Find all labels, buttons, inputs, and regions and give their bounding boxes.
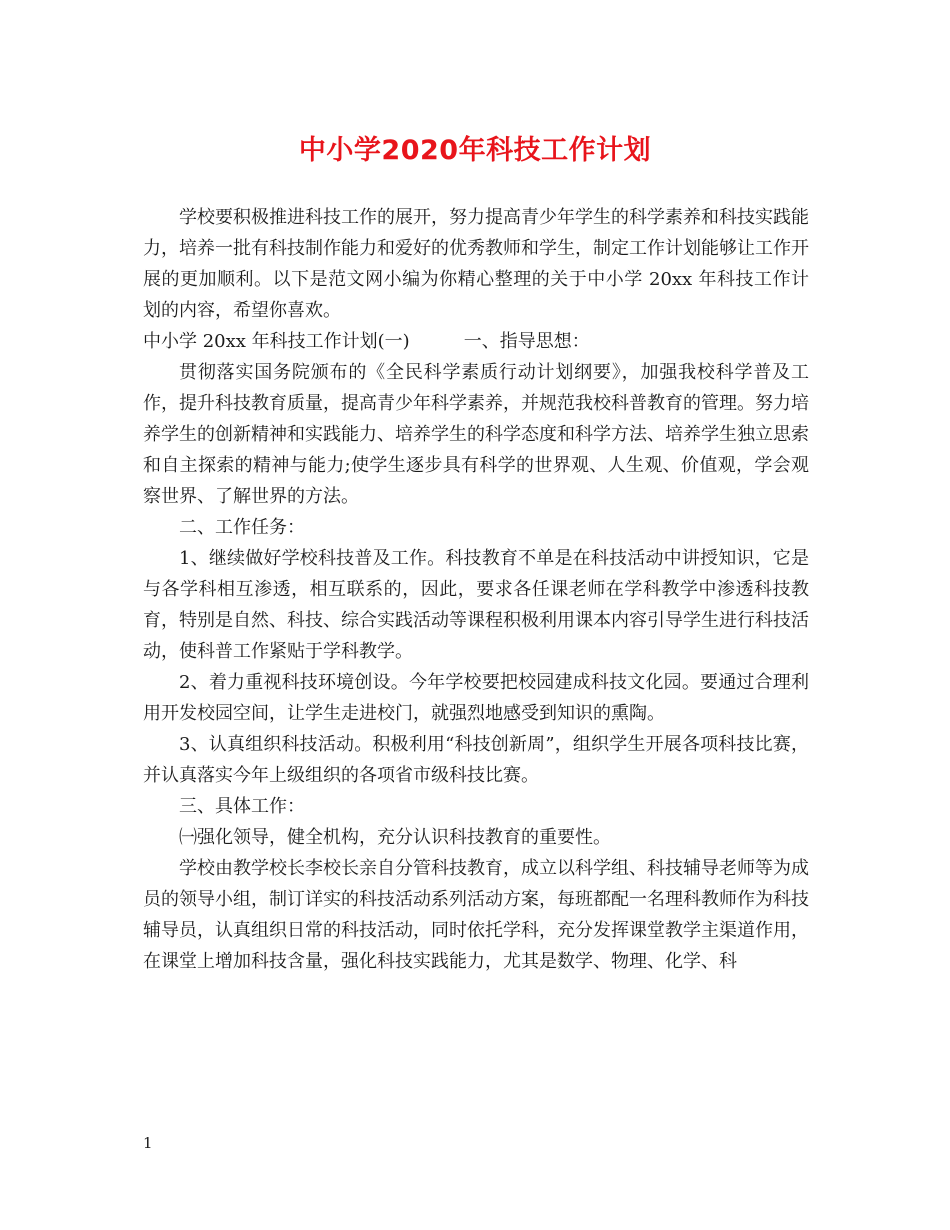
guiding-ideology-paragraph: 贯彻落实国务院颁布的《全民科学素质行动计划纲要》，加强我校科学普及工作，提升科技教育质量，提高青少年科学素养，并规范我校科普教育的管理。努力培养学生的创新精神和实践能力、培养学生的科学态度和科学方法、培养学生独立思索和自主探索的精神与能力;使学生逐步具有科学的世界观、人生观、价值观，学会观察世界、了解世界的方法。 (143, 362, 809, 507)
section-heading-specific-work: 三、具体工作： (179, 796, 305, 817)
document-title: 中小学2020年科技工作计划 (298, 135, 652, 166)
task-item-3: 3、认真组织科技活动。积极利用“科技创新周”，组织学生开展各项科技比赛，并认真落实今年上级组织的各项省市级科技比赛。 (143, 734, 809, 786)
plan-heading-line: 中小学 20xx 年科技工作计划(一) 一、指导思想： (143, 331, 590, 352)
leadership-paragraph: 学校由教学校长李校长亲自分管科技教育，成立以科学组、科技辅导老师等为成员的领导小组，制订详实的科技活动系列活动方案，每班都配一名理科教师作为科技辅导员，认真组织日常的科技活动，同时依托学科，充分发挥课堂教学主渠道作用，在课堂上增加科技含量，强化科技实践能力，尤其是数学、物理、化学、科 (143, 858, 809, 972)
task-item-2: 2、着力重视科技环境创设。今年学校要把校园建成科技文化园。要通过合理利用开发校园空间，让学生走进校门，就强烈地感受到知识的熏陶。 (143, 672, 809, 724)
document-body (143, 202, 809, 977)
task-item-1: 1、继续做好学校科技普及工作。科技教育不单是在科技活动中讲授知识，它是与各学科相互渗透，相互联系的，因此，要求各任课老师在学科教学中渗透科技教育，特别是自然、科技、综合实践活动等课程积极利用课本内容引导学生进行科技活动，使科普工作紧贴于学科教学。 (143, 548, 809, 662)
page-number: 1 (143, 1134, 153, 1152)
section-heading-tasks: 二、工作任务： (179, 517, 305, 538)
subsection-heading-leadership: ㈠强化领导，健全机构，充分认识科技教育的重要性。 (179, 827, 611, 848)
intro-paragraph: 学校要积极推进科技工作的展开，努力提高青少年学生的科学素养和科技实践能力，培养一批有科技制作能力和爱好的优秀教师和学生，制定工作计划能够让工作开展的更加顺利。以下是范文网小编为你精心整理的关于中小学 20xx 年科技工作计划的内容，希望你喜欢。 (143, 207, 809, 321)
